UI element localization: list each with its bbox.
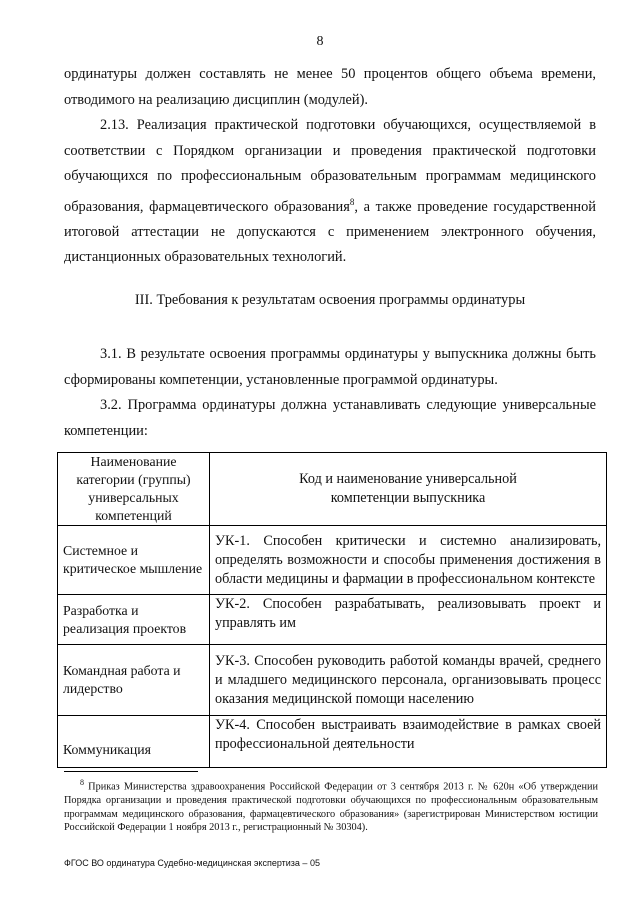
paragraph-3-2: 3.2. Программа ординатуры должна устанавливать следующие универсальные компетенции: — [64, 397, 596, 439]
footnote-ref: 8 — [349, 196, 355, 207]
header-category: Наименование категории (группы) универсальных компетенций — [58, 453, 210, 526]
row-competence: УК-1. Способен критически и системно анализировать, определять возможности и способы применения достижения в области медицины и фармации в профессиональном контексте — [210, 526, 607, 595]
table-row — [58, 526, 607, 595]
section-heading: III. Требования к результатам освоения программы ординатуры — [134, 292, 526, 308]
page-number: 8 — [316, 34, 324, 49]
competencies-table — [57, 452, 607, 768]
row-category: Командная работа и лидерство — [58, 645, 210, 716]
table-row — [58, 595, 607, 645]
table-row — [58, 716, 607, 768]
row-category: Разработка и реализация проектов — [58, 595, 210, 645]
document-footer: ФГОС ВО ординатура Судебно-медицинская экспертиза – 05 — [64, 858, 320, 868]
row-competence: УК-4. Способен выстраивать взаимодействие в рамках своей профессиональной деятельности — [210, 716, 607, 768]
table-header-row — [58, 453, 607, 526]
paragraph-3-1: 3.1. В результате освоения программы ординатуры у выпускника должны быть сформированы компетенции, установленные программой ординатуры. — [64, 346, 596, 388]
paragraph-continuation: ординатуры должен составлять не менее 50 процентов общего объема времени, отводимого на реализацию дисциплин (модулей). — [64, 66, 596, 108]
paragraph-2-13-tail: , а также проведение государственной итоговой аттестации не допускаются с применением электронного обучения, дистанционных образовательных технологий. — [64, 198, 596, 266]
footnote-marker: 8 — [80, 778, 84, 787]
paragraph-2-13-main: 2.13. Реализация практической подготовки обучающихся, осуществляемой в соответствии с Порядком организации и проведения практической подготовки обучающихся по профессиональным образовательным программам медицинского образования, фармацевтического образования — [64, 117, 596, 215]
footnote-text: Приказ Министерства здравоохранения Российской Федерации от 3 сентября 2013 г. № 620н «Об утверждении Порядка организации и проведения практической подготовки обучающихся по профессиональным образовательным программам медицинского образования, фармацевтического образования» (зарегистрирован Министерством юстиции Российской Федерации 1 ноября 2013 г., регистрационный № 30304). — [64, 781, 598, 834]
row-competence: УК-3. Способен руководить работой команды врачей, среднего и младшего медицинского персонала, организовывать процесс оказания медицинской помощи населению — [210, 645, 607, 716]
row-category: Системное и критическое мышление — [58, 526, 210, 595]
footnote — [64, 776, 598, 835]
row-category: Коммуникация — [58, 716, 210, 768]
header-competence: Код и наименование универсальной компетенции выпускника — [210, 453, 607, 526]
paragraph-2-13 — [64, 113, 596, 271]
row-competence: УК-2. Способен разрабатывать, реализовывать проект и управлять им — [210, 595, 607, 645]
footnote-divider — [64, 771, 198, 772]
table-row — [58, 645, 607, 716]
